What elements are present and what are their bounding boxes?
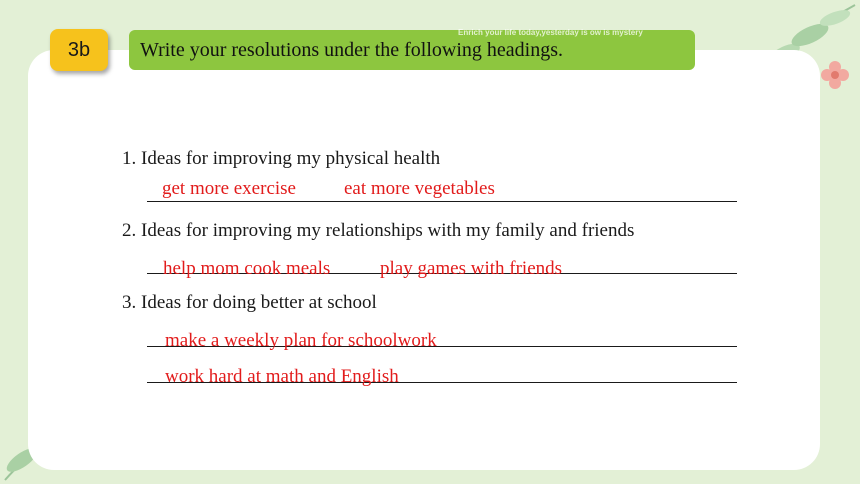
instruction-banner (129, 30, 695, 70)
answer-text: eat more vegetables (344, 178, 495, 199)
answer-text: help mom cook meals (163, 258, 331, 279)
exercise-badge: 3b (50, 29, 108, 71)
answer-text: play games with friends (380, 258, 563, 279)
answer-text: make a weekly plan for schoolwork (165, 330, 437, 351)
answer-line (147, 201, 737, 202)
banner-motto: Enrich your life today,yesterday is ow is mystery (458, 28, 643, 37)
flower-icon (815, 55, 855, 95)
heading-relationships: 2. Ideas for improving my relationships with my family and friends (122, 220, 635, 241)
answer-text: work hard at math and English (165, 366, 399, 387)
answer-text: get more exercise (162, 178, 296, 199)
heading-physical-health: 1. Ideas for improving my physical health (122, 148, 441, 169)
heading-school: 3. Ideas for doing better at school (122, 292, 377, 313)
instruction-text: Write your resolutions under the following headings. (140, 39, 563, 61)
